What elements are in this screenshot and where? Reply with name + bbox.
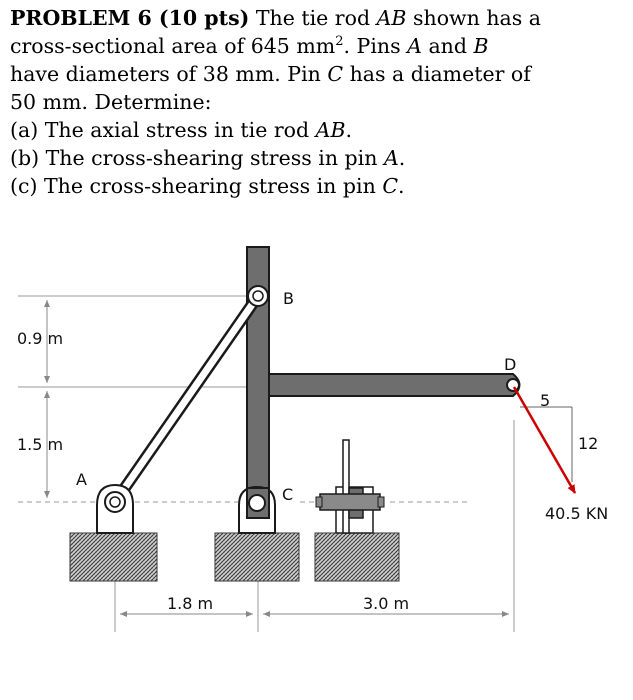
problem-text: and bbox=[421, 34, 474, 58]
slope-rise-label: 12 bbox=[578, 434, 599, 453]
ground-block-c bbox=[215, 533, 299, 581]
label-b: B bbox=[283, 289, 294, 308]
variable-ab: AB bbox=[315, 118, 346, 142]
part-a-text: . bbox=[345, 118, 353, 142]
dim-label-horizontal-left: 1.8 m bbox=[167, 594, 214, 613]
variable-a: A bbox=[407, 34, 422, 58]
variable-ab: AB bbox=[376, 6, 407, 30]
problem-heading: PROBLEM 6 (10 pts) bbox=[10, 6, 250, 30]
ground-block-side bbox=[315, 533, 399, 581]
dim-label-vertical-top: 0.9 m bbox=[17, 329, 64, 348]
problem-text: cross-sectional area of 645 mm bbox=[10, 34, 336, 58]
part-a-text: (a) The axial stress in tie rod bbox=[10, 118, 316, 142]
part-b-text: . bbox=[398, 146, 406, 170]
part-c-text: . bbox=[398, 174, 405, 198]
variable-c: C bbox=[382, 174, 398, 198]
pin-c bbox=[249, 495, 265, 511]
problem-line-4: 50 mm. Determine: bbox=[10, 90, 212, 114]
pin-c-side-view bbox=[316, 440, 384, 533]
problem-text: shown has a bbox=[406, 6, 541, 30]
horizontal-arm-d bbox=[269, 374, 520, 396]
pin-a bbox=[105, 492, 125, 512]
label-d: D bbox=[504, 355, 517, 374]
problem-text: . Pins bbox=[343, 34, 408, 58]
problem-text: has a diameter of bbox=[343, 62, 531, 86]
part-c-text: (c) The cross-shearing stress in pin bbox=[10, 174, 383, 198]
variable-a: A bbox=[383, 146, 399, 170]
ground-block-a bbox=[70, 533, 157, 581]
label-a: A bbox=[76, 470, 87, 489]
variable-c: C bbox=[327, 62, 344, 86]
pin-d bbox=[507, 379, 519, 391]
dim-label-horizontal-right: 3.0 m bbox=[363, 594, 410, 613]
tie-rod-ab bbox=[115, 296, 258, 502]
superscript: 2 bbox=[335, 34, 344, 50]
dim-label-vertical-bottom: 1.5 m bbox=[17, 435, 64, 454]
slope-run-label: 5 bbox=[540, 391, 551, 410]
problem-text: The tie rod bbox=[249, 6, 377, 30]
load-label: 40.5 KN bbox=[545, 504, 609, 523]
variable-b: B bbox=[473, 34, 489, 58]
label-c: C bbox=[282, 485, 294, 504]
problem-text: have diameters of 38 mm. Pin bbox=[10, 62, 328, 86]
part-b-text: (b) The cross-shearing stress in pin bbox=[10, 146, 384, 170]
pin-b bbox=[248, 286, 268, 306]
